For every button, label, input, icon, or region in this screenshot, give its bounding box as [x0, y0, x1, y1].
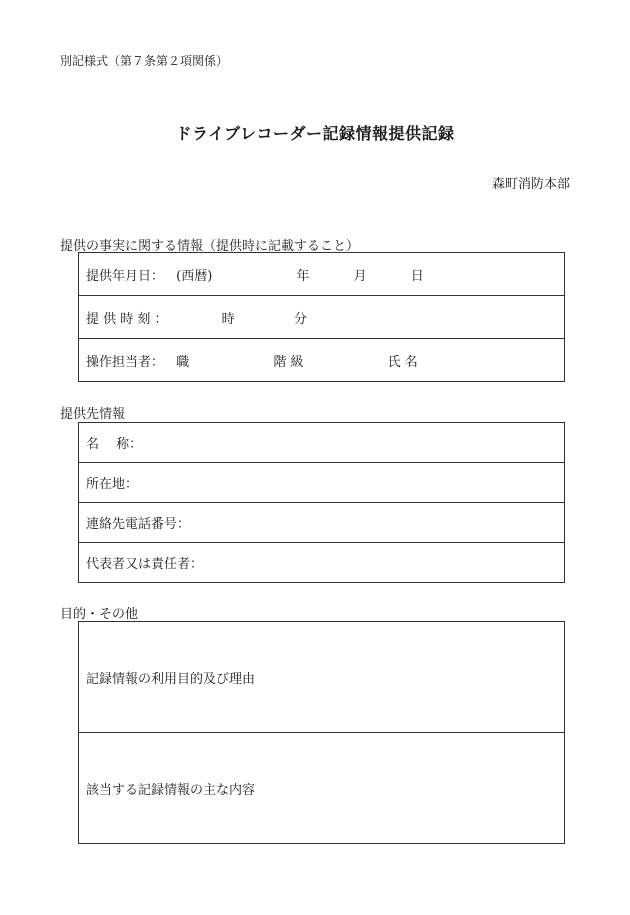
name-label: 氏 名 [387, 354, 418, 370]
rank-label: 階 級 [273, 354, 304, 370]
operator-label: 操作担当者： [86, 354, 165, 370]
provision-time-row [79, 296, 565, 339]
section-purpose-heading: 目的・その他 [60, 607, 139, 622]
section-recipient-heading: 提供先情報 [60, 407, 126, 422]
post-label: 職 [176, 354, 190, 370]
operator-row [79, 339, 565, 382]
organization-name: 森町消防本部 [491, 177, 570, 192]
provision-date-field[interactable] [79, 253, 565, 296]
provision-date-row [79, 253, 565, 296]
purpose-field[interactable] [79, 622, 565, 733]
minute-label: 分 [293, 311, 307, 327]
provision-facts-table [78, 252, 565, 382]
day-label: 日 [410, 268, 424, 284]
month-label: 月 [353, 268, 367, 284]
provision-time-label: 提 供 時 刻 ： [86, 311, 168, 327]
recipient-name-label: 名 称： [86, 437, 143, 452]
hour-label: 時 [221, 311, 235, 327]
recipient-phone-label: 連絡先電話番号： [86, 517, 191, 532]
purpose-table [78, 621, 565, 844]
recipient-phone-field[interactable] [79, 503, 565, 543]
recipient-table [78, 422, 565, 583]
recipient-representative-label: 代表者又は責任者： [86, 557, 204, 572]
document-title: ドライブレコーダー記録情報提供記録 [175, 124, 455, 143]
operator-field[interactable] [79, 339, 565, 382]
purpose-label: 記録情報の利用目的及び理由 [86, 671, 256, 687]
recipient-address-label: 所在地： [86, 477, 139, 492]
year-label: 年 [296, 268, 310, 284]
recipient-name-field[interactable] [79, 423, 565, 463]
era-label: (西暦) [176, 268, 213, 284]
record-content-field[interactable] [79, 733, 565, 844]
recipient-address-field[interactable] [79, 463, 565, 503]
recipient-representative-field[interactable] [79, 543, 565, 583]
section-provision-facts-heading: 提供の事実に関する情報（提供時に記載すること） [60, 239, 360, 254]
provision-time-field[interactable] [79, 296, 565, 339]
record-content-label: 該当する記録情報の主な内容 [86, 782, 256, 798]
provision-date-label: 提供年月日： [86, 268, 165, 284]
form-number-label: 別記様式（第７条第２項関係） [60, 54, 229, 68]
